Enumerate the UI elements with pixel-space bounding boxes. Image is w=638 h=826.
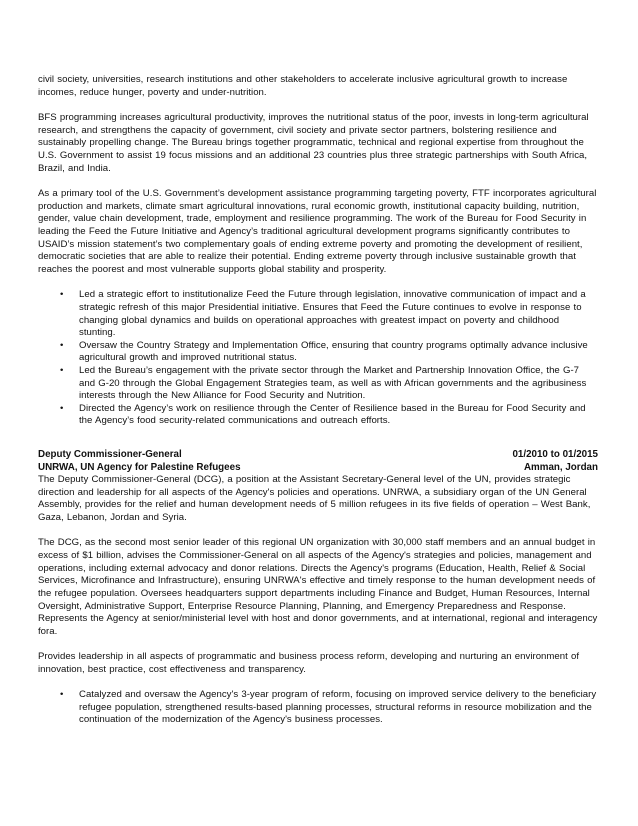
bullet-icon: • [60, 402, 64, 414]
intro-paragraph-3: As a primary tool of the U.S. Government’s development assistance programming targeting poverty, FTF incorporates agricultural production and markets, climate smart agricultural innovations, rural economic growth, institutional capacity building, nutrition, gender, value chain development, trade, employment and resilience programming. The work of the Bureau for Food Security in leading the Feed the Future Initiative and Agency’s traditional agricultural development programs significantly contributes to USAID’s mission statement’s two complementary goals of ending extreme poverty and promoting the development of resilient, democratic societies that are able to realize their potential. Ending extreme poverty through inclusive sustainable growth that reaches the poorest and most vulnerable supports global stability and prosperity. [38, 187, 597, 276]
list-item [38, 340, 598, 365]
bfs-bullet-list [38, 289, 598, 428]
job-bullet-list [38, 689, 598, 727]
bullet-icon: • [60, 689, 64, 701]
bullet-icon: • [60, 289, 64, 301]
job-organization: UNRWA, UN Agency for Palestine Refugees [38, 461, 241, 473]
job-dates: 01/2010 to 01/2015 [512, 448, 598, 460]
job-location: Amman, Jordan [523, 461, 598, 473]
bullet-text: Directed the Agency’s work on resilience through the Center of Resilience based in the Bureau for Food Security and the Agency’s food security-related communications and outreach efforts. [79, 402, 586, 427]
job-paragraph-2: The DCG, as the second most senior leader of this regional UN organization with 30,000 staff members and an annual budget in excess of $1 billion, advises the Commissioner-General on all aspects of the Agency's strategies and policies, management and operations, including external advocacy and donor relations. Directs the Agency's programs (Education, Health, Relief & Social Services, Microfinance and Infrastructure), ensuring UNRWA's effective and timely response to the human development needs of the refugee population. Oversees headquarters support departments including Finance and Budget, Human Resources, Internal Oversight, Administrative Support, Enterprise Resource Planning, Planning, and Emergency Preparedness and Response. Represents the Agency at senior/ministerial level with host and donor governments, and at international, regional and interagency fora. [38, 537, 598, 638]
intro-paragraph-2: BFS programming increases agricultural productivity, improves the nutritional status of the poor, invests in long-term agricultural research, and strengthens the capacity of government, civil society and private sector partners, bolstering resilience and sustainably propelling change. The Bureau brings together programmatic, technical and regional expertise from throughout the U.S. Government to assist 19 focus missions and an additional 23 countries plus three strategic partnerships with South Africa, Brazil, and India. [38, 111, 589, 174]
bullet-text: Led the Bureau’s engagement with the private sector through the Market and Partnership Innovation Office, the G-7 and G-20 through the Global Engagement Strategies team, as well as with African governments and the agribusiness interests through the New Alliance for Food Security and Nutrition. [79, 364, 587, 402]
job-title-row [38, 448, 598, 461]
list-item [38, 403, 598, 428]
bullet-icon: • [60, 339, 64, 351]
intro-paragraph-1: civil society, universities, research institutions and other stakeholders to accelerate inclusive agricultural growth to increase incomes, reduce hunger, poverty and under-nutrition. [38, 74, 568, 98]
job-paragraph-1: The Deputy Commissioner-General (DCG), a position at the Assistant Secretary-General level of the UN, provides strategic direction and leadership for all aspects of the Agency's policies and operations. UNRWA, a subsidiary organ of the UN General Assembly, provides for the relief and human development needs of 5 million refugees in its five fields of operation – West Bank, Gaza, Lebanon, Jordan and Syria. [38, 473, 591, 523]
job-title: Deputy Commissioner-General [38, 448, 182, 460]
list-item [38, 289, 598, 339]
bullet-icon: • [60, 364, 64, 376]
bullet-text: Led a strategic effort to institutionalize Feed the Future through legislation, innovative communication of impact and a strategic refresh of this major Presidential initiative. Ensures that Feed the Future continues to evolve in response to changing global dynamics and builds on operational approaches with greatest impact on poverty and childhood stunting. [79, 289, 586, 339]
bullet-text: Catalyzed and oversaw the Agency's 3-year program of reform, focusing on improved service delivery to the beneficiary refugee population, strengthened results-based planning processes, structural reforms in resource mobilization and the continuation of the modernization of the Agency's business processes. [79, 689, 597, 726]
resume-page [38, 74, 598, 727]
list-item [38, 365, 598, 403]
list-item [38, 689, 598, 727]
bullet-text: Oversaw the Country Strategy and Implementation Office, ensuring that country programs optimally advance inclusive agricultural growth and improved nutritional status. [79, 339, 588, 364]
job-org-row [38, 461, 598, 474]
job-paragraph-3: Provides leadership in all aspects of programmatic and business process reform, developing and nurturing an environment of innovation, best practice, cost effectiveness and transparency. [38, 651, 580, 676]
